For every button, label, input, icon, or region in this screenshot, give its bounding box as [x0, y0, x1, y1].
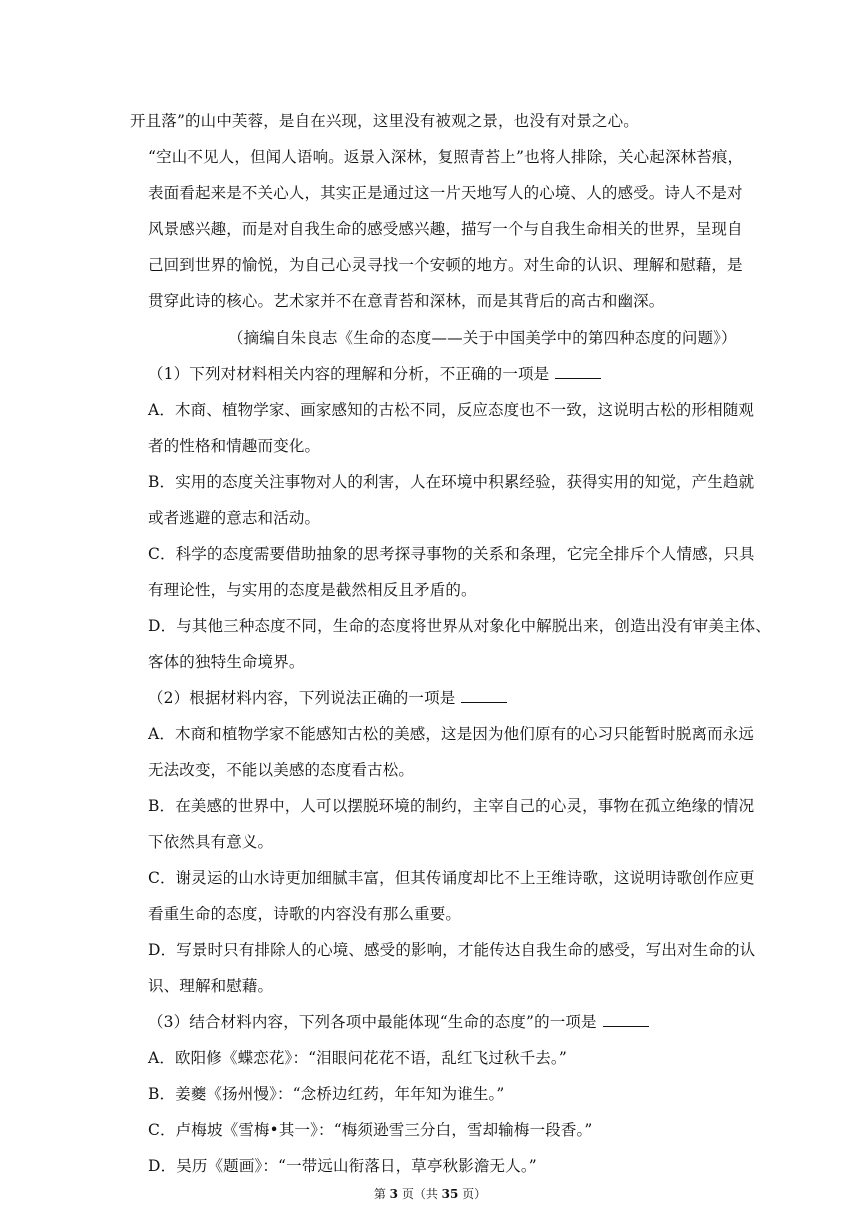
option-line: C．谢灵运的山水诗更加细腻丰富，但其传诵度却比不上王维诗歌，这说明诗歌创作应更 — [148, 869, 755, 887]
footer-total-pages: 35 — [441, 1187, 459, 1201]
footer-middle: 页（共 — [398, 1187, 442, 1201]
option-line: C．科学的态度需要借助抽象的思考探寻事物的关系和条理，它完全排斥个人情感，只具 — [148, 545, 755, 563]
footer-suffix: 页） — [458, 1187, 487, 1201]
option-line: B．实用的态度关注事物对人的利害，人在环境中积累经验，获得实用的知觉，产生趋就 — [148, 473, 755, 491]
option-line: 无法改变，不能以美感的态度看古松。 — [148, 761, 415, 779]
option-line: A．欧阳修《蝶恋花》：“泪眼问花花不语，乱红飞过秋千去。” — [148, 1049, 567, 1067]
question-text: （2）根据材料内容，下列说法正确的一项是 — [148, 689, 456, 707]
answer-blank — [603, 1012, 649, 1027]
option-line: 识、理解和慰藉。 — [148, 977, 274, 995]
option-line: D．与其他三种态度不同，生命的态度将世界从对象化中解脱出来，创造出没有审美主体、 — [148, 617, 771, 635]
paragraph-line: 表面看起来是不关心人，其实正是通过这一片天地写人的心境、人的感受。诗人不是对 — [148, 184, 743, 202]
answer-blank — [555, 364, 601, 379]
option-line: A．木商、植物学家、画家感知的古松不同，反应态度也不一致，这说明古松的形相随观 — [148, 401, 755, 419]
option-line: D．写景时只有排除人的心境、感受的影响，才能传达自我生命的感受，写出对生命的认 — [148, 941, 756, 959]
option-line: B．姜夔《扬州慢》：“念桥边红药，年年知为谁生。” — [148, 1085, 505, 1103]
paragraph-line: 风景感兴趣，而是对自我生命的感受感兴趣，描写一个与自我生命相关的世界，呈现自 — [148, 220, 743, 238]
paragraph-line: “空山不见人，但闻人语响。返景入深林，复照青苔上”也将人排除，关心起深林苔痕， — [148, 148, 744, 166]
answer-blank — [461, 688, 507, 703]
source-citation: （摘编自朱良志《生命的态度——关于中国美学中的第四种态度的问题》） — [228, 329, 737, 347]
option-line: 下依然具有意义。 — [148, 833, 274, 851]
paragraph-line: 开且落”的山中芙蓉，是自在兴现，这里没有被观之景，也没有对景之心。 — [130, 112, 639, 130]
footer-page-number: 3 — [389, 1187, 398, 1201]
question-text: （1）下列对材料相关内容的理解和分析，不正确的一项是 — [148, 365, 550, 383]
page-footer — [0, 1186, 860, 1202]
question-1-stem — [148, 364, 601, 384]
question-3-stem — [148, 1012, 649, 1032]
option-line: C．卢梅坡《雪梅•其一》：“梅须逊雪三分白，雪却输梅一段香。” — [148, 1121, 593, 1139]
option-line: 者的性格和情趣而变化。 — [148, 437, 321, 455]
paragraph-line: 贯穿此诗的核心。艺术家并不在意青苔和深林，而是其背后的高古和幽深。 — [148, 292, 665, 310]
question-text: （3）结合材料内容，下列各项中最能体现“生命的态度”的一项是 — [148, 1013, 597, 1031]
option-line: 看重生命的态度，诗歌的内容没有那么重要。 — [148, 905, 462, 923]
option-line: B．在美感的世界中，人可以摆脱环境的制约，主宰自己的心灵，事物在孤立绝缘的情况 — [148, 797, 755, 815]
question-2-stem — [148, 688, 507, 708]
option-line: 客体的独特生命境界。 — [148, 653, 305, 671]
option-line: 有理论性，与实用的态度是截然相反且矛盾的。 — [148, 581, 477, 599]
option-line: D．吴历《题画》：“一带远山衔落日，草亭秋影澹无人。” — [148, 1157, 537, 1175]
option-line: A．木商和植物学家不能感知古松的美感，这是因为他们原有的心习只能暂时脱离而永远 — [148, 725, 755, 743]
paragraph-line: 己回到世界的愉悦，为自己心灵寻找一个安顿的地方。对生命的认识、理解和慰藉，是 — [148, 256, 743, 274]
option-line: 或者逃避的意志和活动。 — [148, 509, 321, 527]
footer-prefix: 第 — [373, 1187, 390, 1201]
